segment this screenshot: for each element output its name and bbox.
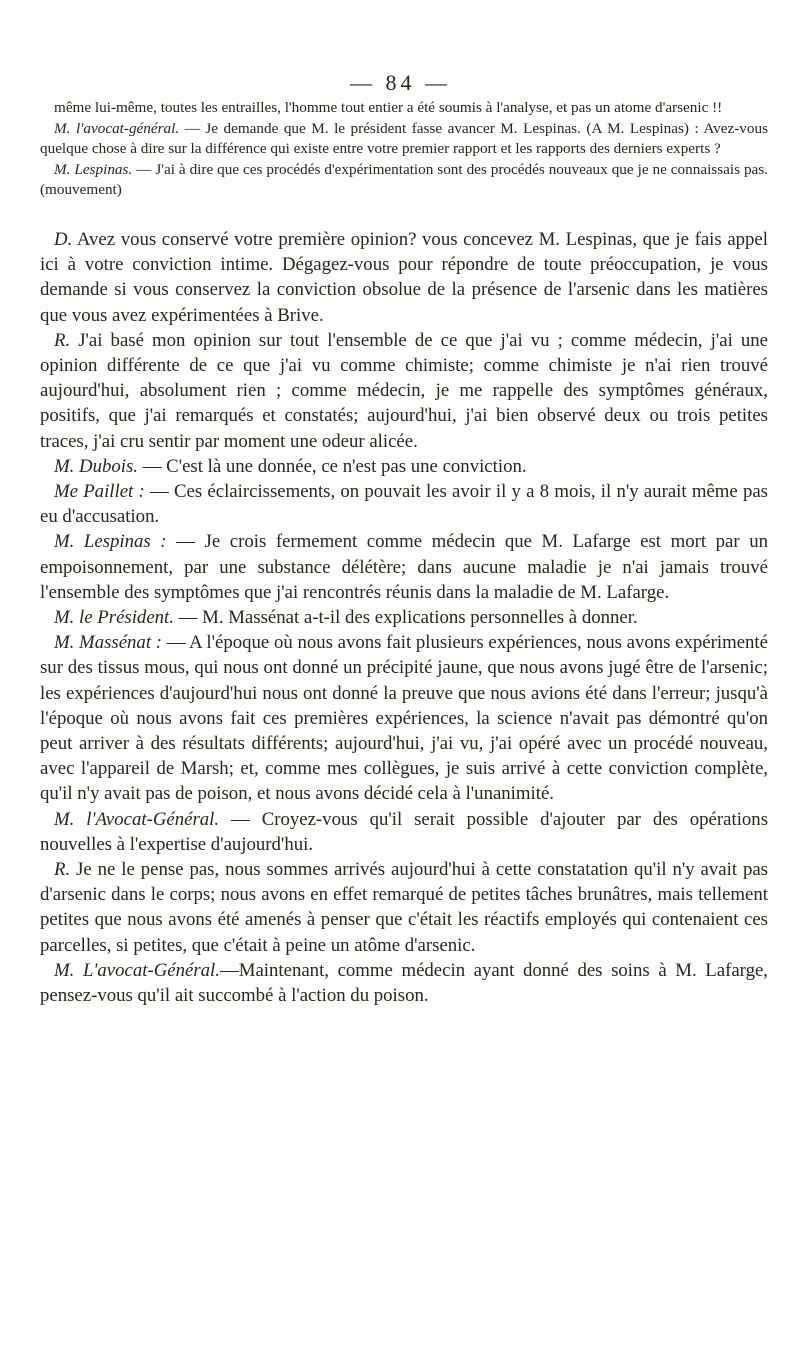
speaker-label: M. l'avocat-général. — [54, 119, 180, 137]
paragraph-text: — Je demande que M. le président fasse avancer M. Lespinas. (A M. Lespinas) : Avez-vous quelque chose à dire sur la différence qui existe entre votre premier rapport et les rapports des derniers experts ? — [40, 119, 768, 158]
speaker-label: M. Massénat : — [54, 632, 163, 654]
paragraph-text: Avez vous conservé votre première opinion? vous concevez M. Lespinas, que je fais appel ici à votre conviction intime. Dégagez-vous pour répondre de toute préoccupation, je vous demande si vous conservez la conviction obsolue de la présence de l'arsenic dans les matières que vous avez expérimentées à Brive. — [40, 229, 768, 326]
paragraph-text: J'ai basé mon opinion sur tout l'ensemble de ce que j'ai vu ; comme médecin, j'ai une opinion différente de ce que j'ai vu comme chimiste; comme chimiste je n'ai rien trouvé aujourd'hui, absolument rien ; comme médecin, je me rappelle des symptômes généraux, positifs, que j'ai remarqués et constatés; aujourd'hui, j'ai bien observé deux ou trois petites traces, j'ai cru sentir par moment une odeur alicée. — [40, 329, 768, 452]
paragraph-text: — A l'époque où nous avons fait plusieurs expériences, nous avons expérimenté sur des tissus mous, qui nous ont donné un précipité jaune, que nous avons jugé être de l'arsenic; les expériences d'aujourd'hui nous ont donné la preuve que nous avions été dans l'erreur; jusqu'à l'époque où nous avons fait ces premières expériences, la science n'avait pas démontré qu'on peut arriver à des résultats différents; aujourd'hui, j'ai vu, j'ai opéré avec un procédé nouveau, avec l'appareil de Marsh; et, comme mes collègues, je suis arrivé à cette conviction complète, qu'il n'y avait pas de poison, et nous avons décidé cela à l'unanimité. — [40, 632, 768, 805]
page-number: — 84 — — [350, 70, 451, 95]
paragraph-text: — M. Massénat a-t-il des explications personnelles à donner. — [173, 607, 638, 629]
paragraph-text: — Croyez-vous qu'il serait possible d'ajouter par des opérations nouvelles à l'expertise d'aujourd'hui. — [40, 808, 769, 855]
paragraph-text: — C'est là une donnée, ce n'est pas une conviction. — [138, 455, 527, 477]
main-text-section — [40, 227, 768, 1008]
speaker-label: M. le Président. — [54, 607, 174, 629]
paragraph — [40, 328, 768, 454]
speaker-label: M. Lespinas : — [54, 531, 167, 553]
paragraph-text: — J'ai à dire que ces procédés d'expérimentation sont des procédés nouveaux que je ne connaissais pas. (mouvement) — [40, 160, 768, 199]
paragraph — [40, 454, 768, 479]
paragraph — [40, 529, 768, 605]
speaker-label: M. L'avocat-Général. — [54, 959, 220, 981]
speaker-label: R. — [54, 859, 71, 881]
paragraph — [40, 98, 768, 119]
speaker-label: Me Paillet : — [54, 481, 145, 503]
paragraph — [40, 160, 768, 201]
paragraph-text: même lui-même, toutes les entrailles, l'homme tout entier a été soumis à l'analyse, et pas un atome d'arsenic !! — [54, 99, 723, 116]
paragraph — [40, 807, 768, 857]
paragraph — [40, 630, 768, 806]
speaker-label: D. — [54, 229, 73, 250]
paragraph — [40, 958, 768, 1008]
paragraph — [40, 479, 768, 529]
paragraph-text: — Je crois fermement comme médecin que M. Lafarge est mort par un empoisonnement, par une substance délétère; dans aucune maladie je n'ai jamais trouvé l'ensemble des symptômes que j'ai rencontrés réunis dans la maladie de M. Lafarge. — [40, 531, 768, 603]
speaker-label: R. — [54, 329, 71, 351]
paragraph — [40, 119, 768, 160]
speaker-label: M. Lespinas. — [54, 160, 133, 178]
speaker-label: M. l'Avocat-Général. — [54, 808, 220, 830]
paragraph-text: —Maintenant, comme médecin ayant donné des soins à M. Lafarge, pensez-vous qu'il ait succombé à l'action du poison. — [40, 959, 768, 1007]
paragraph — [40, 227, 768, 328]
paragraph-text: Je ne le pense pas, nous sommes arrivés aujourd'hui à cette constatation qu'il n'y avait pas d'arsenic dans le corps; nous avons en effet remarqué de petites tâches brunâtres, mais tellement petites que nous avons été amenés à penser que c'était les réactifs employés qui contenaient ces parcelles, si petites, que c'était à peine un atôme d'arsenic. — [40, 859, 768, 956]
paragraph — [40, 857, 768, 958]
paragraph — [40, 605, 768, 630]
paragraph-text: — Ces éclaircissements, on pouvait les avoir il y a 8 mois, il n'y aurait même pas eu d'accusation. — [40, 481, 768, 528]
small-print-section — [40, 98, 768, 201]
speaker-label: M. Dubois. — [54, 455, 138, 477]
